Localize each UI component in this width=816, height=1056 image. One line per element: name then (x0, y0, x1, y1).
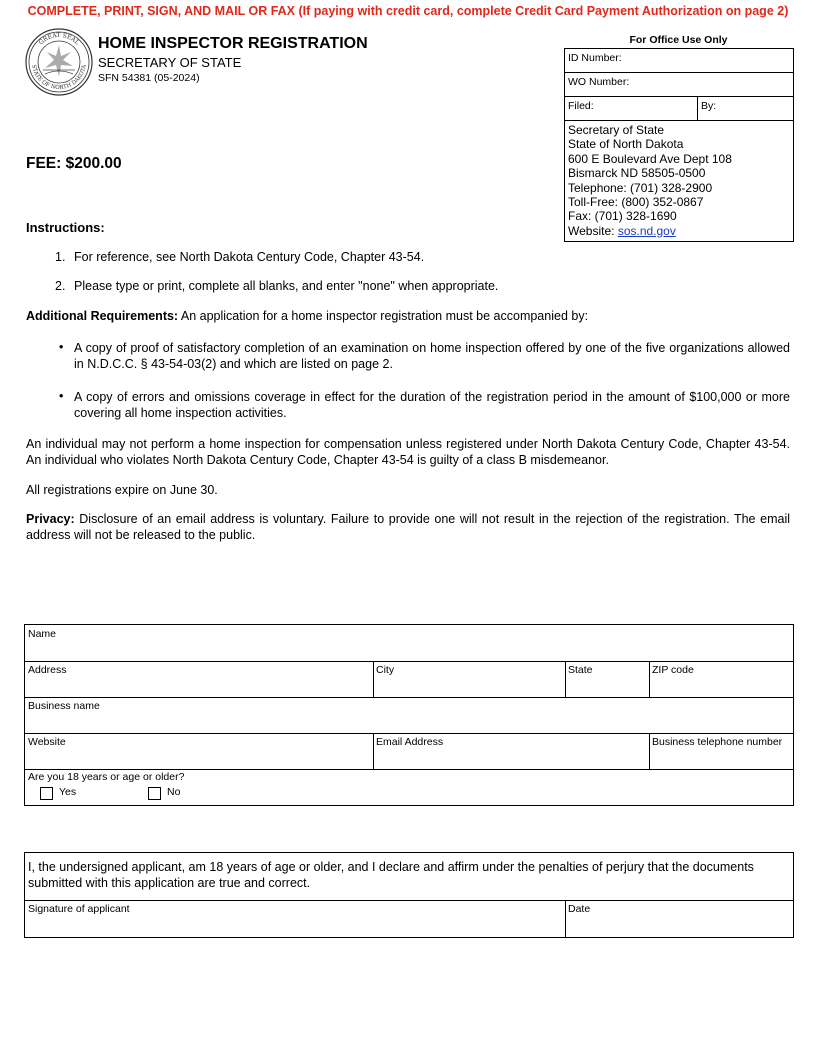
office-use-box (564, 48, 794, 242)
office-by-label: By: (701, 100, 717, 112)
signature-field[interactable]: Signature of applicant (28, 903, 130, 915)
expiration-paragraph: All registrations expire on June 30. (26, 483, 218, 497)
office-filed-field (565, 97, 793, 121)
business-name-field[interactable]: Business name (28, 700, 100, 712)
website-label: Website: (568, 223, 618, 238)
banner-instruction: COMPLETE, PRINT, SIGN, AND MAIL OR FAX (If paying with credit card, complete Credit Card Payment Authorization on page 2) (27, 4, 789, 18)
website-field[interactable]: Website (28, 736, 66, 748)
requirement-item: A copy of errors and omissions coverage in effect for the duration of the registration period in the amount of $100,000 or more covering all home inspection activities. (74, 390, 790, 420)
business-phone-field[interactable]: Business telephone number (652, 736, 783, 748)
applicant-info-form (24, 624, 794, 806)
declaration-text: I, the undersigned applicant, am 18 years of age or older, and I declare and affirm under the penalties of perjury that the documents submitted with this application are true and correct. (28, 860, 754, 890)
age-question-label: Are you 18 years or age or older? (28, 771, 185, 783)
instruction-number: 1. (55, 250, 66, 264)
age-yes-checkbox[interactable] (40, 787, 53, 800)
office-id-number-field (565, 49, 793, 73)
additional-requirements-text: An application for a home inspector registration must be accompanied by: (178, 309, 589, 323)
address-line: Secretary of State (568, 123, 665, 137)
instruction-number: 2. (55, 279, 66, 293)
email-field[interactable]: Email Address (376, 736, 444, 748)
svg-text:GREAT SEAL (37, 32, 80, 46)
age-yes-label: Yes (59, 786, 77, 798)
signature-section (24, 852, 794, 938)
office-filed-label: Filed: (568, 100, 594, 112)
instruction-text: Please type or print, complete all blanks, and enter "none" when appropriate. (74, 279, 499, 293)
seal-bottom-text: STATE OF NORTH DAKOTA (30, 64, 88, 92)
bullet-icon: • (59, 389, 64, 403)
office-wo-number-field (565, 73, 793, 97)
website-link[interactable]: sos.nd.gov (617, 223, 676, 238)
requirement-item: A copy of proof of satisfactory completion of an examination on home inspection offered by one of the five organizations allowed in N.D.C.C. § 43-54-03(2) and which are listed on page 2. (74, 341, 790, 371)
form-number: SFN 54381 (05-2024) (98, 72, 200, 84)
office-use-label: For Office Use Only (629, 34, 728, 46)
age-no-label: No (167, 786, 181, 798)
office-by-field (697, 97, 717, 121)
privacy-paragraph (26, 511, 790, 543)
office-address-block (568, 123, 732, 238)
address-line: Bismarck ND 58505-0500 (568, 166, 706, 181)
compensation-paragraph: An individual may not perform a home inspection for compensation unless registered under North Dakota Century Code, Chapter 43-54. An individual who violates North Dakota Century Code, Chapter 43-54 is guilty of a class B misdemeanor. (26, 437, 790, 467)
bullet-icon: • (59, 340, 64, 354)
additional-requirements (26, 308, 790, 324)
city-field[interactable]: City (376, 664, 395, 676)
privacy-label: Privacy: (26, 512, 75, 526)
office-wo-number-label: WO Number: (568, 76, 630, 88)
address-line: 600 E Boulevard Ave Dept 108 (568, 151, 732, 166)
age-no-checkbox[interactable] (148, 787, 161, 800)
seal-top-text: GREAT SEAL (37, 31, 81, 47)
state-field[interactable]: State (568, 664, 593, 676)
address-line: Telephone: (701) 328-2900 (568, 180, 713, 195)
agency-name: SECRETARY OF STATE (98, 55, 242, 70)
zip-code-field[interactable]: ZIP code (652, 664, 694, 676)
address-line: State of North Dakota (568, 137, 684, 152)
address-line: Toll-Free: (800) 352-0867 (568, 195, 704, 210)
privacy-text: Disclosure of an email address is voluntary. Failure to provide one will not result in the rejection of the registration. The email address will not be released to the public. (26, 512, 790, 542)
fee-amount: FEE: $200.00 (26, 155, 122, 172)
form-title: HOME INSPECTOR REGISTRATION (98, 35, 368, 52)
address-line: Fax: (701) 328-1690 (568, 209, 677, 224)
instruction-text: For reference, see North Dakota Century Code, Chapter 43-54. (74, 250, 425, 264)
additional-requirements-label: Additional Requirements: (26, 309, 179, 323)
office-id-number-label: ID Number: (568, 52, 622, 64)
date-field[interactable]: Date (568, 903, 591, 915)
state-seal-icon (25, 28, 93, 96)
name-field[interactable]: Name (28, 628, 57, 640)
instructions-heading: Instructions: (26, 220, 105, 235)
address-field[interactable]: Address (28, 664, 67, 676)
